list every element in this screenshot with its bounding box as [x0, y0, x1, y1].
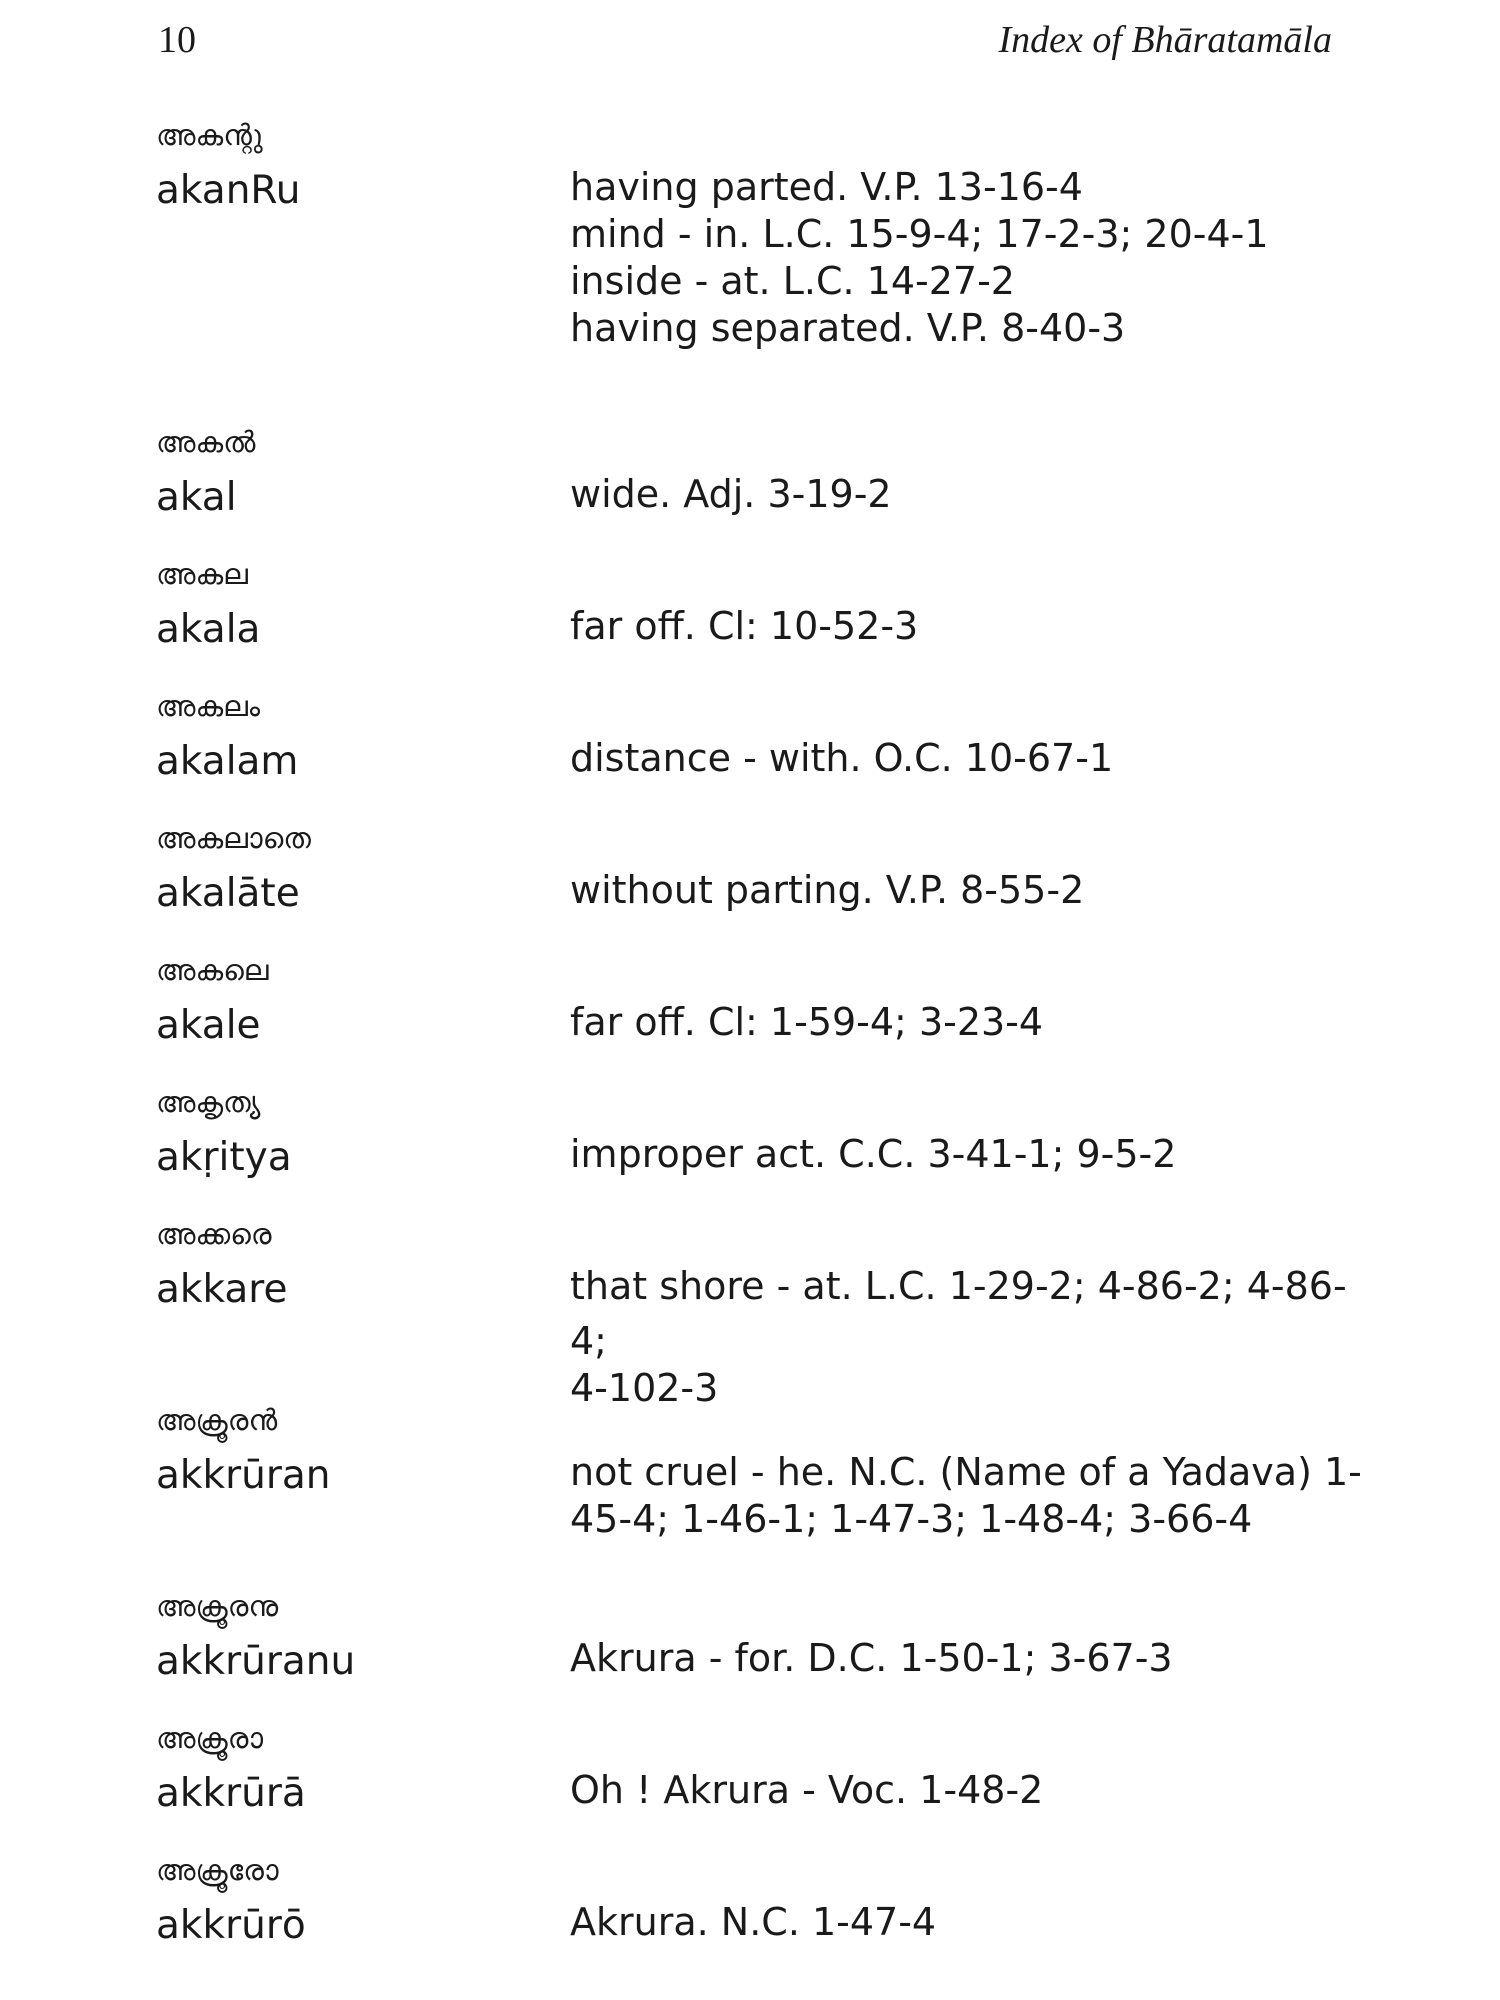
definition-line: improper act. C.C. 3-41-1; 9-5-2 — [570, 1132, 1177, 1176]
malayalam-headword: അക്രൂരൻ — [156, 1403, 278, 1437]
malayalam-headword: അകലം — [156, 689, 261, 723]
transliteration: akkrūrā — [156, 1771, 306, 1816]
definition-line: inside - at. L.C. 14-27-2 — [570, 259, 1015, 303]
definitions — [570, 1132, 1370, 1182]
transliteration: akale — [156, 1003, 261, 1048]
transliteration: akalāte — [156, 871, 300, 916]
definition-line: having separated. V.P. 8-40-3 — [570, 306, 1126, 350]
transliteration: akal — [156, 475, 237, 520]
malayalam-headword: അക്രൂരാ — [156, 1721, 264, 1755]
transliteration: akala — [156, 607, 261, 652]
transliteration: akkare — [156, 1267, 288, 1312]
transliteration: akkrūrō — [156, 1903, 306, 1948]
malayalam-headword: അകല — [156, 557, 248, 591]
definitions — [570, 1636, 1370, 1686]
definitions — [570, 1264, 1370, 1416]
definitions — [570, 1768, 1370, 1818]
definitions — [570, 1450, 1370, 1547]
malayalam-headword: അക്കരെ — [156, 1217, 272, 1251]
malayalam-headword: അക്രൂരോ — [156, 1853, 279, 1887]
definitions — [570, 165, 1370, 356]
malayalam-headword: അകലാതെ — [156, 821, 311, 855]
definitions — [570, 1900, 1370, 1950]
malayalam-headword: അകലെ — [156, 953, 269, 987]
definition-line: Oh ! Akrura - Voc. 1-48-2 — [570, 1768, 1044, 1812]
running-title: Index of Bhāratamāla — [998, 19, 1332, 61]
definition-line: Akrura. N.C. 1-47-4 — [570, 1900, 937, 1944]
page-number: 10 — [158, 19, 196, 61]
definition-line: Akrura - for. D.C. 1-50-1; 3-67-3 — [570, 1636, 1173, 1680]
transliteration: akanRu — [156, 168, 301, 213]
definition-line: 4-102-3 — [570, 1366, 719, 1410]
definition-line: that shore - at. L.C. 1-29-2; 4-86-2; 4-86-4; — [570, 1264, 1347, 1363]
malayalam-headword: അക്രൂരനു — [156, 1589, 279, 1623]
definitions — [570, 604, 1370, 654]
definitions — [570, 1000, 1370, 1050]
definition-line: not cruel - he. N.C. (Name of a Yadava) 1- — [570, 1450, 1362, 1494]
definition-line: distance - with. O.C. 10-67-1 — [570, 736, 1114, 780]
definition-line: wide. Adj. 3-19-2 — [570, 472, 892, 516]
transliteration: akkrūranu — [156, 1639, 356, 1684]
malayalam-headword: അകൃത്യ — [156, 1085, 261, 1119]
definitions — [570, 868, 1370, 918]
transliteration: akkrūran — [156, 1453, 331, 1498]
transliteration: akṛitya — [156, 1135, 292, 1180]
malayalam-headword: അകൽ — [156, 425, 256, 459]
definition-line: having parted. V.P. 13-16-4 — [570, 165, 1083, 209]
definitions — [570, 736, 1370, 786]
definition-line: far off. Cl: 1-59-4; 3-23-4 — [570, 1000, 1044, 1044]
definition-line: mind - in. L.C. 15-9-4; 17-2-3; 20-4-1 — [570, 212, 1269, 256]
definition-line: without parting. V.P. 8-55-2 — [570, 868, 1085, 912]
definition-line: far off. Cl: 10-52-3 — [570, 604, 919, 648]
malayalam-headword: അകന്റു — [156, 118, 263, 152]
definition-line: 45-4; 1-46-1; 1-47-3; 1-48-4; 3-66-4 — [570, 1497, 1253, 1541]
definitions — [570, 472, 1370, 522]
transliteration: akalam — [156, 739, 299, 784]
